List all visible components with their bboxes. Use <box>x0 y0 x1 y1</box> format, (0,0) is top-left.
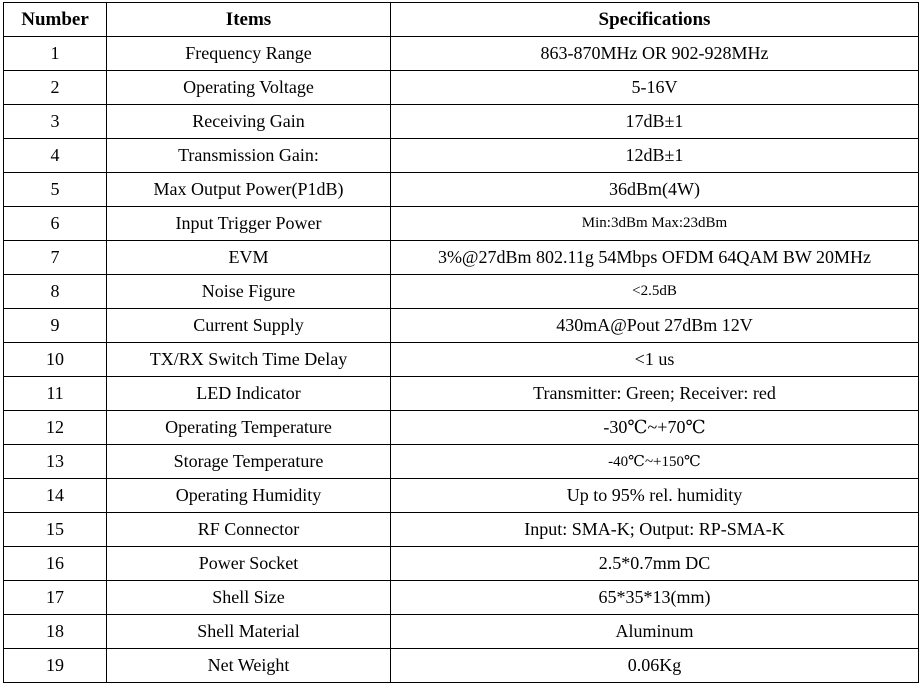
row-item: LED Indicator <box>107 377 391 411</box>
row-number: 11 <box>4 377 107 411</box>
header-specifications: Specifications <box>391 3 919 37</box>
row-spec: <2.5dB <box>391 275 919 309</box>
row-number: 7 <box>4 241 107 275</box>
row-number: 13 <box>4 445 107 479</box>
row-spec: 863-870MHz OR 902-928MHz <box>391 37 919 71</box>
row-number: 4 <box>4 139 107 173</box>
row-item: Storage Temperature <box>107 445 391 479</box>
row-number: 2 <box>4 71 107 105</box>
row-item: RF Connector <box>107 513 391 547</box>
row-spec: -30℃~+70℃ <box>391 411 919 445</box>
table-row <box>4 173 919 207</box>
row-item: TX/RX Switch Time Delay <box>107 343 391 377</box>
row-number: 17 <box>4 581 107 615</box>
row-spec: Min:3dBm Max:23dBm <box>391 207 919 241</box>
table-row <box>4 513 919 547</box>
row-item: Net Weight <box>107 649 391 683</box>
row-spec: Transmitter: Green; Receiver: red <box>391 377 919 411</box>
row-number: 15 <box>4 513 107 547</box>
row-item: Max Output Power(P1dB) <box>107 173 391 207</box>
table-row <box>4 343 919 377</box>
table-row <box>4 207 919 241</box>
row-spec: 3%@27dBm 802.11g 54Mbps OFDM 64QAM BW 20MHz <box>391 241 919 275</box>
row-number: 3 <box>4 105 107 139</box>
row-spec: 17dB±1 <box>391 105 919 139</box>
row-item: Shell Material <box>107 615 391 649</box>
row-spec: Up to 95% rel. humidity <box>391 479 919 513</box>
row-item: Shell Size <box>107 581 391 615</box>
table-row <box>4 37 919 71</box>
row-spec: 36dBm(4W) <box>391 173 919 207</box>
row-spec: -40℃~+150℃ <box>391 445 919 479</box>
specifications-table <box>3 2 919 683</box>
row-spec: 430mA@Pout 27dBm 12V <box>391 309 919 343</box>
row-number: 16 <box>4 547 107 581</box>
row-spec: Input: SMA-K; Output: RP-SMA-K <box>391 513 919 547</box>
table-row <box>4 445 919 479</box>
row-item: Current Supply <box>107 309 391 343</box>
table-row <box>4 139 919 173</box>
table-row <box>4 377 919 411</box>
row-spec: 2.5*0.7mm DC <box>391 547 919 581</box>
header-number: Number <box>4 3 107 37</box>
row-item: EVM <box>107 241 391 275</box>
row-number: 8 <box>4 275 107 309</box>
row-spec: 5-16V <box>391 71 919 105</box>
row-spec: 0.06Kg <box>391 649 919 683</box>
row-number: 6 <box>4 207 107 241</box>
table-row <box>4 411 919 445</box>
row-item: Power Socket <box>107 547 391 581</box>
table-row <box>4 241 919 275</box>
header-row <box>4 3 919 37</box>
row-spec: 12dB±1 <box>391 139 919 173</box>
table-row <box>4 581 919 615</box>
row-number: 10 <box>4 343 107 377</box>
row-item: Receiving Gain <box>107 105 391 139</box>
row-spec: 65*35*13(mm) <box>391 581 919 615</box>
row-number: 19 <box>4 649 107 683</box>
row-item: Input Trigger Power <box>107 207 391 241</box>
row-item: Noise Figure <box>107 275 391 309</box>
table-row <box>4 105 919 139</box>
row-number: 5 <box>4 173 107 207</box>
row-number: 9 <box>4 309 107 343</box>
row-item: Operating Temperature <box>107 411 391 445</box>
row-number: 18 <box>4 615 107 649</box>
table-row <box>4 309 919 343</box>
row-spec: <1 us <box>391 343 919 377</box>
table-row <box>4 275 919 309</box>
header-items: Items <box>107 3 391 37</box>
row-item: Transmission Gain: <box>107 139 391 173</box>
row-item: Operating Voltage <box>107 71 391 105</box>
row-number: 1 <box>4 37 107 71</box>
row-number: 12 <box>4 411 107 445</box>
table-row <box>4 547 919 581</box>
table-header <box>4 3 919 37</box>
table-row <box>4 71 919 105</box>
row-item: Operating Humidity <box>107 479 391 513</box>
table-body <box>4 37 919 683</box>
table-row <box>4 649 919 683</box>
table-row <box>4 479 919 513</box>
row-spec: Aluminum <box>391 615 919 649</box>
row-number: 14 <box>4 479 107 513</box>
row-item: Frequency Range <box>107 37 391 71</box>
table-row <box>4 615 919 649</box>
